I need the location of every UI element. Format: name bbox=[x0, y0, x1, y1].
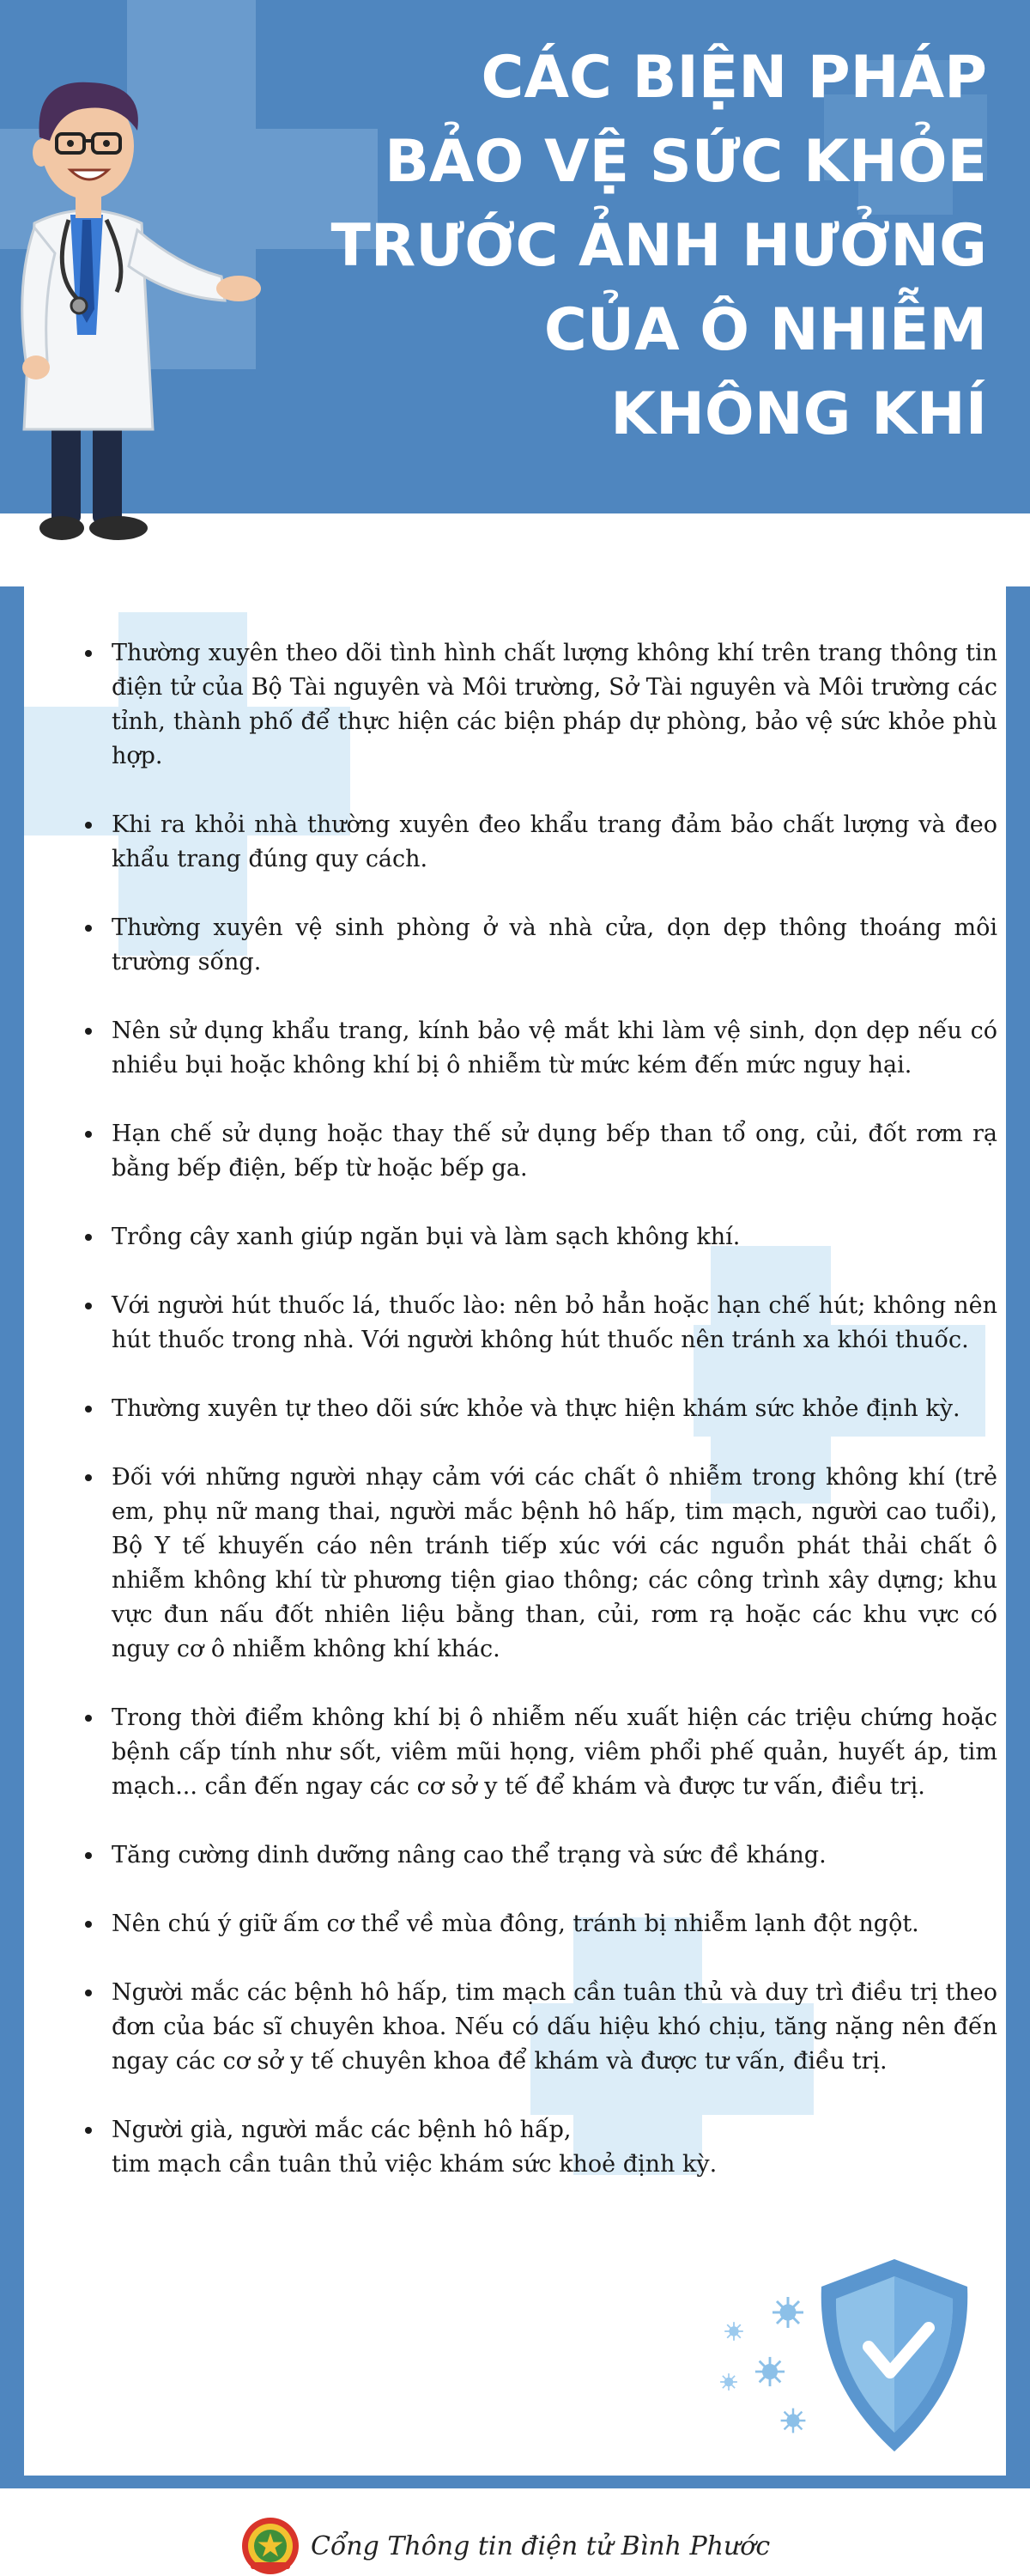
title-line: TRƯỚC ẢNH HƯỞNG bbox=[330, 212, 987, 280]
list-item-line: Người già, người mắc các bệnh hô hấp, bbox=[112, 2117, 572, 2143]
list-item: • Thường xuyên theo dõi tình hình chất lượng không khí trên trang thông tin điện tử của Bộ Tài nguyên và Môi trường, Sở Tài nguyên và Môi trường các tỉnh, thành phố để thực hiện các biện pháp dự phòng, bảo vệ sức khỏe phù hợp. bbox=[105, 636, 997, 774]
page-title bbox=[197, 36, 987, 457]
shield-check-icon bbox=[809, 2252, 980, 2458]
title-line: CÁC BIỆN PHÁP bbox=[481, 44, 987, 112]
virus-icon bbox=[724, 2321, 744, 2342]
binh-phuoc-emblem bbox=[240, 2516, 300, 2576]
virus-icon bbox=[779, 2407, 807, 2434]
list-item bbox=[105, 2113, 997, 2182]
list-item: • Trồng cây xanh giúp ngăn bụi và làm sạch không khí. bbox=[105, 1220, 997, 1255]
list-item: • Nên sử dụng khẩu trang, kính bảo vệ mắt khi làm vệ sinh, dọn dẹp nếu có nhiều bụi hoặc không khí bị ô nhiễm từ mức kém đến mức nguy hại. bbox=[105, 1014, 997, 1083]
list-item: • Trong thời điểm không khí bị ô nhiễm nếu xuất hiện các triệu chứng hoặc bệnh cấp tính như sốt, viêm mũi họng, viêm phổi phế quản, huyết áp, tim mạch... cần đến ngay các cơ sở y tế để khám và được tư vấn, điều trị. bbox=[105, 1701, 997, 1804]
title-line: CỦA Ô NHIỄM bbox=[543, 296, 987, 364]
measures-list bbox=[81, 636, 997, 2216]
virus-icon bbox=[754, 2355, 786, 2388]
list-item: • Thường xuyên vệ sinh phòng ở và nhà cửa, dọn dẹp thông thoáng môi trường sống. bbox=[105, 911, 997, 980]
footer-source-text: Cổng Thông tin điện tử Bình Phước bbox=[311, 2531, 771, 2561]
list-item: • Khi ra khỏi nhà thường xuyên đeo khẩu trang đảm bảo chất lượng và đeo khẩu trang đúng quy cách. bbox=[105, 808, 997, 877]
list-item: • Nên chú ý giữ ấm cơ thể về mùa đông, tránh bị nhiễm lạnh đột ngột. bbox=[105, 1907, 997, 1941]
list-item: • Hạn chế sử dụng hoặc thay thế sử dụng bếp than tổ ong, củi, đốt rơm rạ bằng bếp điện, bếp từ hoặc bếp ga. bbox=[105, 1117, 997, 1186]
title-line: KHÔNG KHÍ bbox=[610, 380, 987, 448]
list-item: • Với người hút thuốc lá, thuốc lào: nên bỏ hẳn hoặc hạn chế hút; không nên hút thuốc trong nhà. Với người không hút thuốc nên tránh xa khói thuốc. bbox=[105, 1289, 997, 1358]
doctor-illustration bbox=[0, 52, 292, 550]
list-item: • Người mắc các bệnh hô hấp, tim mạch cần tuân thủ và duy trì điều trị theo đơn của bác sĩ chuyên khoa. Nếu có dấu hiệu khó chịu, tăng nặng nên đến ngay các cơ sở y tế chuyên khoa để khám và được tư vấn, điều trị. bbox=[105, 1976, 997, 2079]
list-item: • Thường xuyên tự theo dõi sức khỏe và thực hiện khám sức khỏe định kỳ. bbox=[105, 1392, 997, 1426]
list-item-line: tim mạch cần tuân thủ việc khám sức khoẻ định kỳ. bbox=[112, 2151, 718, 2178]
title-line: BẢO VỆ SỨC KHỎE bbox=[385, 128, 987, 196]
footer bbox=[0, 2516, 1030, 2576]
virus-icon bbox=[771, 2295, 805, 2330]
list-item: • Đối với những người nhạy cảm với các chất ô nhiễm trong không khí (trẻ em, phụ nữ mang thai, người mắc bệnh hô hấp, tim mạch, người cao tuổi), Bộ Y tế khuyến cáo nên tránh tiếp xúc với các nguồn phát thải chất ô nhiễm không khí từ phương tiện giao thông; các công trình xây dựng; khu vực đun nấu đốt nhiên liệu bằng than, củi, rơm rạ hoặc các khu vực có nguy cơ ô nhiễm không khí khác. bbox=[105, 1461, 997, 1667]
content-panel bbox=[24, 586, 1006, 2476]
virus-icon bbox=[719, 2372, 738, 2391]
list-item: • Tăng cường dinh dưỡng nâng cao thể trạng và sức đề kháng. bbox=[105, 1838, 997, 1873]
